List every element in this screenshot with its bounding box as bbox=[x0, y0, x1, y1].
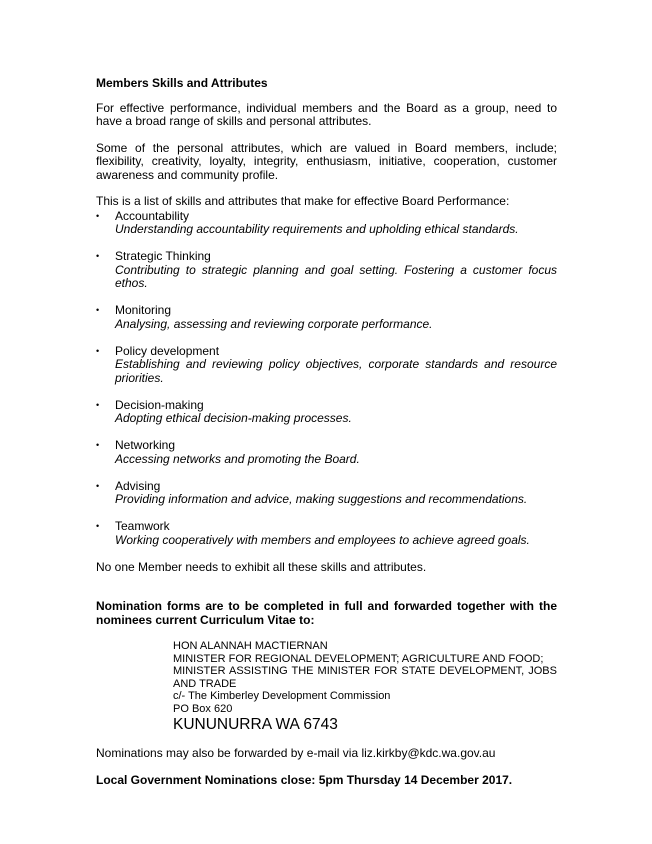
skill-description: Establishing and reviewing policy objectives, corporate standards and resource priorities. bbox=[115, 357, 557, 385]
skill-title: Networking bbox=[115, 438, 176, 452]
skill-title: Accountability bbox=[115, 208, 190, 223]
list-item bbox=[96, 439, 557, 466]
list-item bbox=[96, 520, 557, 547]
bullet-icon: • bbox=[96, 399, 100, 410]
skill-description: Contributing to strategic planning and goal setting. Fostering a customer focus ethos. bbox=[115, 262, 557, 290]
email-instruction: Nominations may also be forwarded by e-mail via liz.kirkby@kdc.wa.gov.au bbox=[96, 746, 496, 760]
address-line-title-2: MINISTER ASSISTING THE MINISTER FOR STATE DEVELOPMENT, JOBS AND TRADE bbox=[173, 665, 557, 690]
skill-title: Monitoring bbox=[115, 303, 172, 317]
skill-title: Strategic Thinking bbox=[115, 249, 211, 263]
skill-description: Understanding accountability requirements and upholding ethical standards. bbox=[115, 222, 519, 236]
intro-paragraph-2: Some of the personal attributes, which are valued in Board members, include; flexibility, creativity, loyalty, integrity, enthusiasm, initiative, cooperation, customer awareness and community profile. bbox=[96, 140, 557, 182]
bullet-icon: • bbox=[96, 251, 100, 261]
address-line-title-1: MINISTER FOR REGIONAL DEVELOPMENT; AGRICULTURE AND FOOD; bbox=[173, 652, 544, 665]
address-line-care-of: c/- The Kimberley Development Commission bbox=[173, 690, 391, 702]
closing-date: Local Government Nominations close: 5pm Thursday 14 December 2017. bbox=[96, 772, 513, 787]
bullet-icon: • bbox=[96, 210, 100, 221]
bullet-icon: • bbox=[96, 305, 100, 315]
address-line-po-box: PO Box 620 bbox=[173, 702, 233, 715]
list-item bbox=[96, 250, 557, 291]
list-item bbox=[96, 210, 557, 237]
skill-title: Policy development bbox=[115, 343, 220, 358]
list-intro: This is a list of skills and attributes that make for effective Board Performance: bbox=[96, 194, 510, 208]
bullet-icon: • bbox=[96, 480, 100, 491]
list-item bbox=[96, 480, 557, 507]
skill-description: Providing information and advice, making suggestions and recommendations. bbox=[115, 492, 528, 506]
address-line-recipient: HON ALANNAH MACTIERNAN bbox=[173, 640, 328, 652]
intro-paragraph-1: For effective performance, individual members and the Board as a group, need to have a broad range of skills and personal attributes. bbox=[96, 100, 557, 128]
skill-description: Accessing networks and promoting the Board. bbox=[115, 451, 360, 466]
bullet-icon: • bbox=[96, 521, 100, 531]
closing-statement: No one Member needs to exhibit all these skills and attributes. bbox=[96, 559, 427, 574]
bullet-icon: • bbox=[96, 345, 100, 356]
skill-description: Adopting ethical decision-making processes. bbox=[115, 411, 352, 425]
list-item bbox=[96, 304, 557, 331]
skill-description: Working cooperatively with members and employees to achieve agreed goals. bbox=[115, 532, 530, 547]
nomination-heading: Nomination forms are to be completed in full and forwarded together with the nominees current Curriculum Vitae to: bbox=[96, 599, 557, 627]
skill-title: Teamwork bbox=[115, 519, 170, 533]
section-heading: Members Skills and Attributes bbox=[96, 76, 268, 90]
skills-list bbox=[96, 210, 557, 548]
address-line-town: KUNUNURRA WA 6743 bbox=[173, 716, 338, 733]
skill-title: Advising bbox=[115, 478, 161, 493]
bullet-icon: • bbox=[96, 440, 100, 450]
document-body bbox=[96, 77, 557, 787]
skill-description: Analysing, assessing and reviewing corporate performance. bbox=[115, 316, 433, 331]
skill-title: Decision-making bbox=[115, 397, 204, 412]
list-item bbox=[96, 399, 557, 426]
list-item bbox=[96, 345, 557, 386]
mailing-address bbox=[173, 640, 557, 735]
